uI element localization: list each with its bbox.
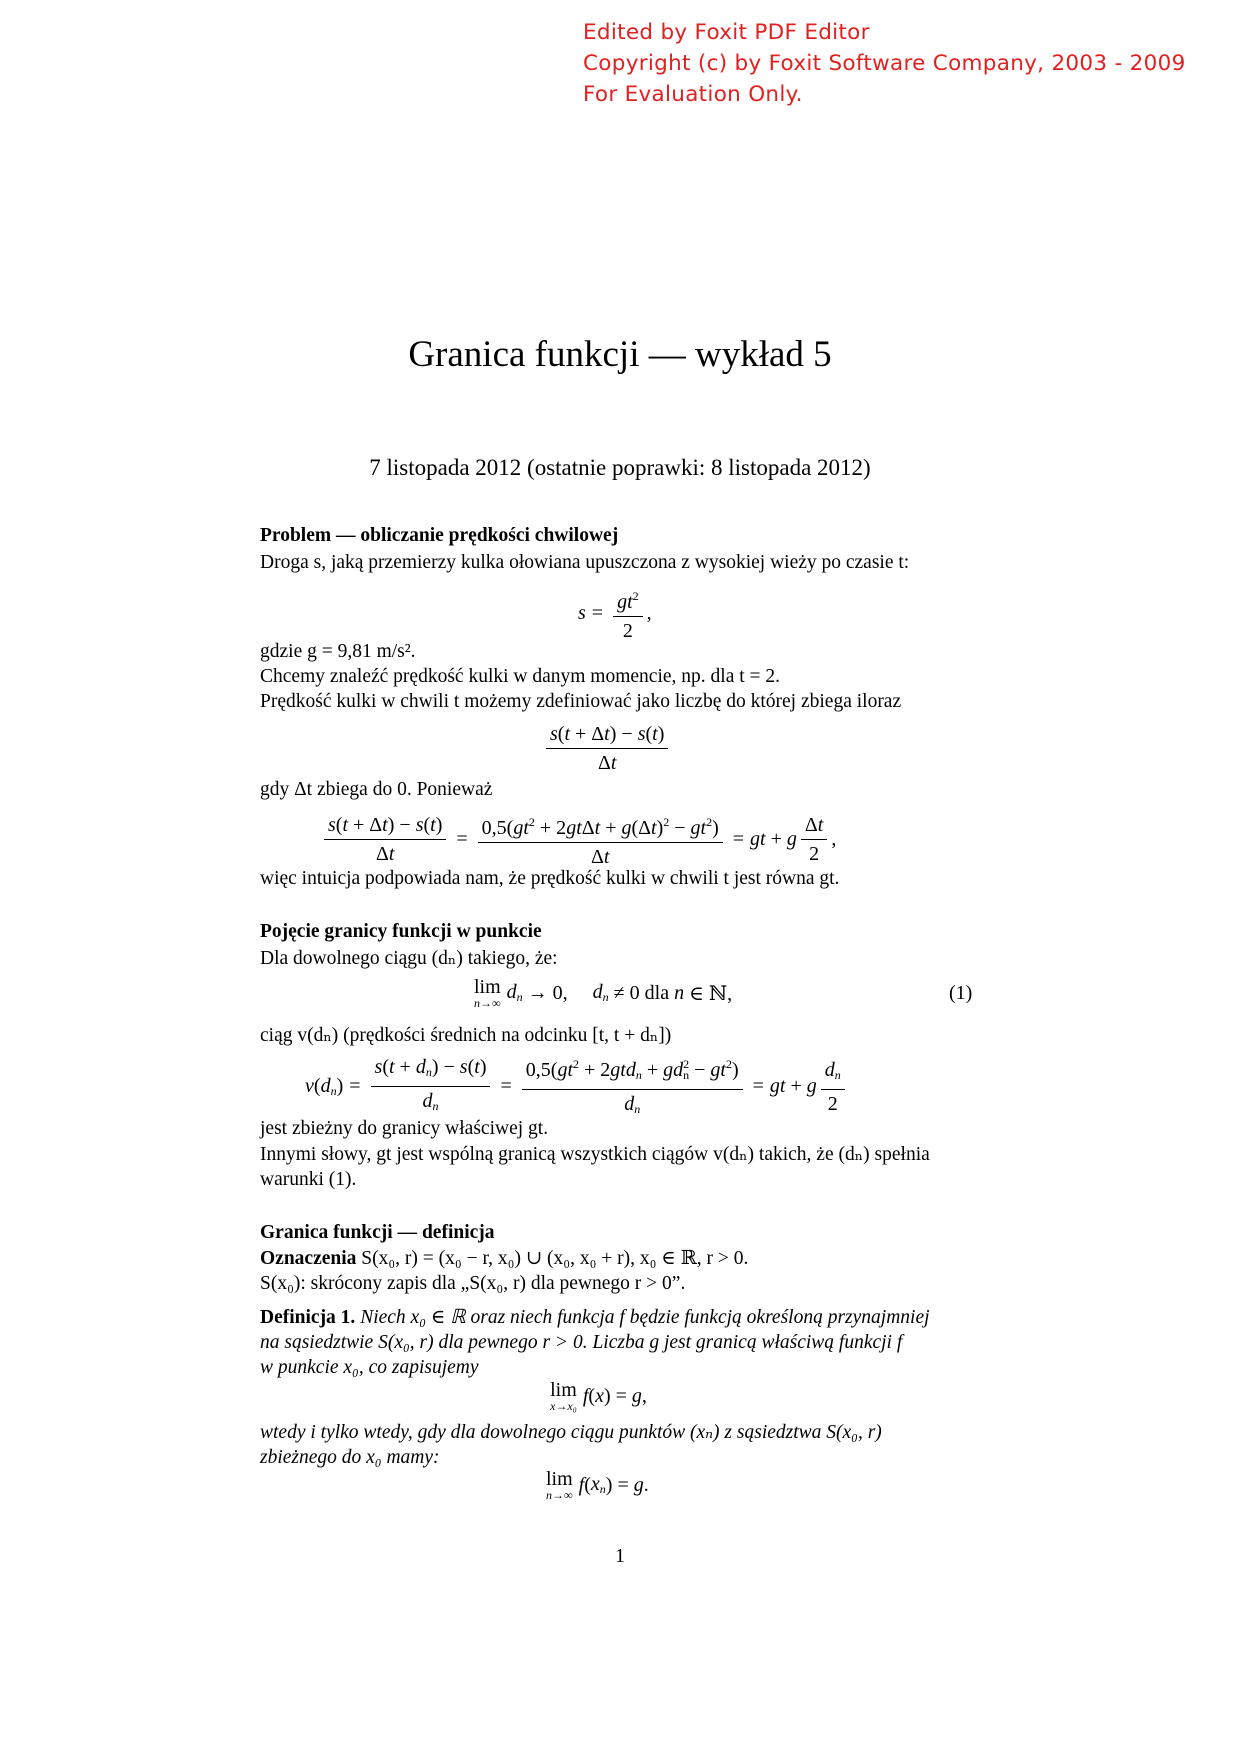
watermark-line: Edited by Foxit PDF Editor (583, 20, 870, 45)
watermark-line: For Evaluation Only. (583, 82, 803, 107)
paragraph: ciąg v(dₙ) (prędkości średnich na odcinku [t, t + dₙ]) (260, 1025, 672, 1046)
document-date: 7 listopada 2012 (ostatnie poprawki: 8 listopada 2012) (369, 455, 871, 480)
document-title: Granica funkcji — wykład 5 (408, 334, 832, 375)
paragraph: Chcemy znaleźć prędkość kulki w danym momencie, np. dla t = 2. (260, 666, 781, 687)
paragraph: Droga s, jaką przemierzy kulka ołowiana upuszczona z wysokiej wieży po czasie t: (260, 552, 910, 573)
equation-limit-fx: lim x→x₀ f ( x ) = g , (550, 1379, 647, 1413)
watermark-line: Copyright (c) by Foxit Software Company, 2003 - 2009 (583, 51, 1186, 76)
notation-label: Oznaczenia (260, 1248, 357, 1269)
paragraph: jest zbieżny do granicy właściwej gt. (260, 1118, 549, 1139)
paragraph: Prędkość kulki w chwili t możemy zdefiniować jako liczbę do której zbiega iloraz (260, 691, 902, 712)
definition-text: Niech x₀ ∈ ℝ oraz niech funkcja f będzie funkcją określoną przynajmniej (360, 1307, 930, 1328)
paragraph: S(x₀): skrócony zapis dla „S(x₀, r) dla pewnego r > 0”. (260, 1273, 686, 1294)
section-heading-pojecie: Pojęcie granicy funkcji w punkcie (260, 921, 542, 942)
definition-text: wtedy i tylko wtedy, gdy dla dowolnego ciągu punktów (xₙ) z sąsiedztwa S(x₀, r) (260, 1422, 882, 1443)
paragraph: więc intuicja podpowiada nam, że prędkość kulki w chwili t jest równa gt. (260, 868, 840, 889)
equation-s: s = $\frac{gt^2}{2}$ , (578, 584, 652, 643)
definition-text: w punkcie x₀, co zapisujemy (260, 1357, 479, 1378)
notation-line (260, 1247, 748, 1271)
section-heading-problem: Problem — obliczanie prędkości chwilowej (260, 525, 619, 546)
paragraph: Innymi słowy, gt jest wspólną granicą wszystkich ciągów v(dₙ) takich, że (dₙ) spełnia (260, 1144, 930, 1165)
paragraph: Dla dowolnego ciągu (dₙ) takiego, że: (260, 948, 558, 969)
paragraph: gdzie g = 9,81 m/s². (260, 641, 416, 662)
foxit-watermark (583, 17, 1186, 110)
equation-difference-quotient: $\frac{s(t + \Delta t) - s(t)}{\Delta t}$ (542, 722, 672, 775)
paragraph: gdy Δt zbiega do 0. Ponieważ (260, 779, 493, 800)
definition-text: na sąsiedztwie S(x₀, r) dla pewnego r > 0. Liczba g jest granicą właściwą funkcji f (260, 1332, 903, 1353)
page-number: 1 (615, 1545, 625, 1567)
equation-limit-dn: lim n→∞ $d_n$ → 0, $d_n$ ≠ 0 dla n ∈ ℕ, (474, 976, 733, 1010)
section-heading-definicja: Granica funkcji — definicja (260, 1222, 495, 1243)
equation-velocity-sequence: v ( $d_n$ ) = $\frac{s(t + d_n) - s(t)}{d_n}$ = $\frac{0,5(gt^2 + 2gtd_n + gd^2_n - gt^2)}{d_n}$ = gt + g $\frac{d_n}{2}$ (305, 1052, 849, 1121)
definition-label: Definicja 1. (260, 1307, 356, 1328)
paragraph: warunki (1). (260, 1169, 357, 1190)
equation-number: (1) (949, 982, 973, 1004)
equation-velocity-derivation: $\frac{s(t + \Delta t) - s(t)}{\Delta t}$ = $\frac{0,5(gt^2 + 2gt\Delta t + g(\Delta t)^2 - gt^2)}{\Delta t}$ = gt + g $\frac{\Delta t}{2}$ , (320, 810, 836, 869)
definition-line (260, 1306, 930, 1330)
equation-limit-fxn: lim n→∞ f ( $x_n$ ) = g . (546, 1468, 649, 1502)
definition-text: zbieżnego do x₀ mamy: (260, 1447, 440, 1468)
notation-text: S(x₀, r) = (x₀ − r, x₀) ∪ (x₀, x₀ + r), x₀ ∈ ℝ, r > 0. (361, 1248, 749, 1269)
